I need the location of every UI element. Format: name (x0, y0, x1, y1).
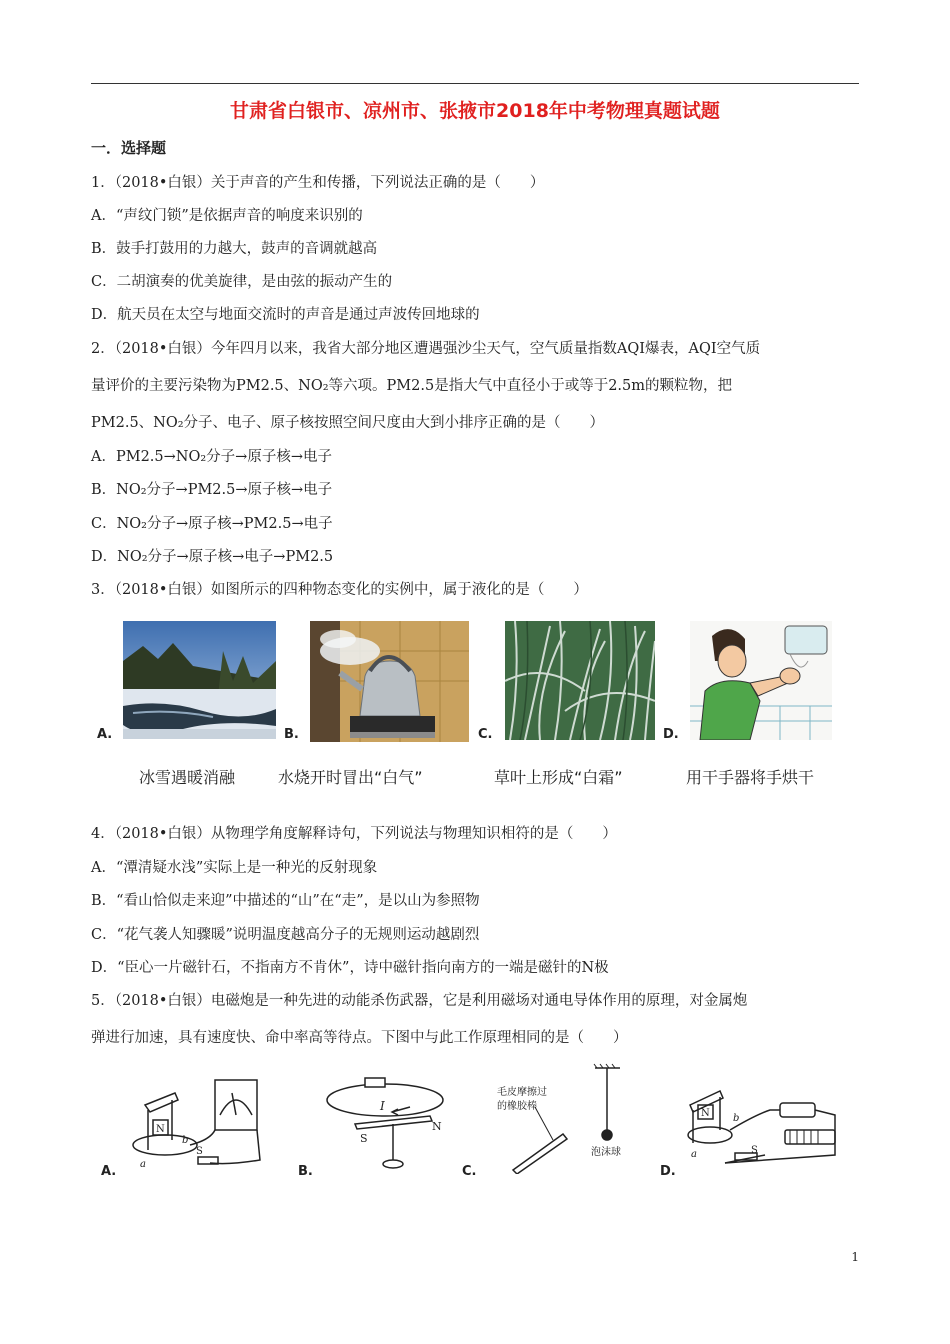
page-number: 1 (851, 1250, 859, 1264)
q5-b-n-label: N (432, 1120, 442, 1133)
q5-diagram-a-generator (120, 1075, 270, 1175)
q5-b-s-label: S (360, 1132, 368, 1145)
q5-label-a: A. (101, 1164, 117, 1179)
q5-a-a-label: a (140, 1159, 146, 1170)
q3-caption-c: 草叶上形成“白霜” (494, 768, 623, 787)
q2-stem-line3: PM2.5、NO₂分子、电子、原子核按照空间尺度由大到小排序正确的是（ ） (91, 415, 605, 431)
q3-label-d: D. (663, 727, 679, 742)
q5-d-n-label: N (701, 1108, 710, 1119)
q3-photo-frost-grass (505, 621, 655, 740)
q5-stem-line1: 5．（2018•白银）电磁炮是一种先进的动能杀伤武器，它是利用磁场对通电导体作用的原理，对金属炮 (91, 993, 748, 1009)
q2-option-d: D．NO₂分子→原子核→电子→PM2.5 (91, 549, 334, 565)
q5-a-n-label: N (156, 1124, 165, 1135)
q3-label-b: B. (284, 727, 299, 742)
q5-d-b-label: b (733, 1113, 740, 1124)
q3-caption-d: 用干手器将手烘干 (686, 768, 815, 787)
q3-label-c: C. (478, 727, 493, 742)
q4-option-b: B．“看山恰似走来迎”中描述的“山”在“走”，是以山为参照物 (91, 893, 480, 909)
q5-label-c: C. (462, 1164, 477, 1179)
q5-label-d: D. (660, 1164, 676, 1179)
q5-a-s-label: S (196, 1146, 203, 1157)
q3-photo-hand-dryer (690, 621, 832, 740)
q5-stem-line2: 弹进行加速，具有速度快、命中率高等待点。下图中与此工作原理相同的是（ ） (91, 1030, 628, 1046)
q4-option-c: C．“花气袭人知骤暖”说明温度越高分子的无规则运动越剧烈 (91, 927, 480, 943)
q3-photo-snow-river (123, 621, 276, 739)
top-rule (91, 83, 859, 84)
q5-a-b-label: b (182, 1135, 189, 1146)
q3-stem: 3．（2018•白银）如图所示的四种物态变化的实例中，属于液化的是（ ） (91, 582, 588, 598)
q5-d-a-label: a (691, 1149, 697, 1160)
q5-d-s-label: S (751, 1145, 758, 1156)
q5-b-current-label: I (380, 1099, 385, 1113)
q5-diagram-d-motor (685, 1075, 845, 1175)
q2-option-c: C．NO₂分子→原子核→PM2.5→电子 (91, 516, 333, 532)
q2-stem-line2: 量评价的主要污染物为PM2.5、NO₂等六项。PM2.5是指大气中直径小于或等于2.5m的颗粒物，把 (91, 378, 733, 394)
q5-c-rod-label: 毛皮摩擦过 的橡胶棒 (497, 1087, 547, 1112)
q1-option-c: C．二胡演奏的优美旋律，是由弦的振动产生的 (91, 274, 393, 290)
q3-photo-kettle (310, 621, 469, 742)
q4-option-d: D．“臣心一片磁针石，不指南方不肯休”，诗中磁针指向南方的一端是磁针的N极 (91, 960, 609, 976)
q3-label-a: A. (97, 727, 113, 742)
q1-option-d: D．航天员在太空与地面交流时的声音是通过声波传回地球的 (91, 307, 480, 323)
q2-stem-line1: 2．（2018•白银）今年四月以来，我省大部分地区遭遇强沙尘天气，空气质量指数AQI爆表，AQI空气质 (91, 341, 761, 357)
q1-option-b: B．鼓手打鼓用的力越大，鼓声的音调就越高 (91, 241, 378, 257)
q5-label-b: B. (298, 1164, 313, 1179)
q5-c-ball-label: 泡沫球 (591, 1147, 621, 1158)
q5-diagram-b-oersted (320, 1072, 460, 1174)
page-title: 甘肃省白银市、凉州市、张掖市2018年中考物理真题试题 (230, 100, 720, 122)
q1-stem: 1．（2018•白银）关于声音的产生和传播，下列说法正确的是（ ） (91, 175, 545, 191)
q4-stem: 4．（2018•白银）从物理学角度解释诗句，下列说法与物理知识相符的是（ ） (91, 826, 617, 842)
q1-option-a: A．“声纹门锁”是依据声音的响度来识别的 (91, 208, 363, 224)
section-heading: 一．选择题 (91, 139, 167, 157)
q2-option-a: A．PM2.5→NO₂分子→原子核→电子 (91, 449, 332, 465)
q5-diagram-c-electrostatic (495, 1062, 625, 1174)
q2-option-b: B．NO₂分子→PM2.5→原子核→电子 (91, 482, 333, 498)
q3-caption-a: 冰雪遇暖消融 (139, 768, 236, 787)
q4-option-a: A．“潭清疑水浅”实际上是一种光的反射现象 (91, 860, 378, 876)
q3-caption-b: 水烧开时冒出“白气” (278, 768, 423, 787)
